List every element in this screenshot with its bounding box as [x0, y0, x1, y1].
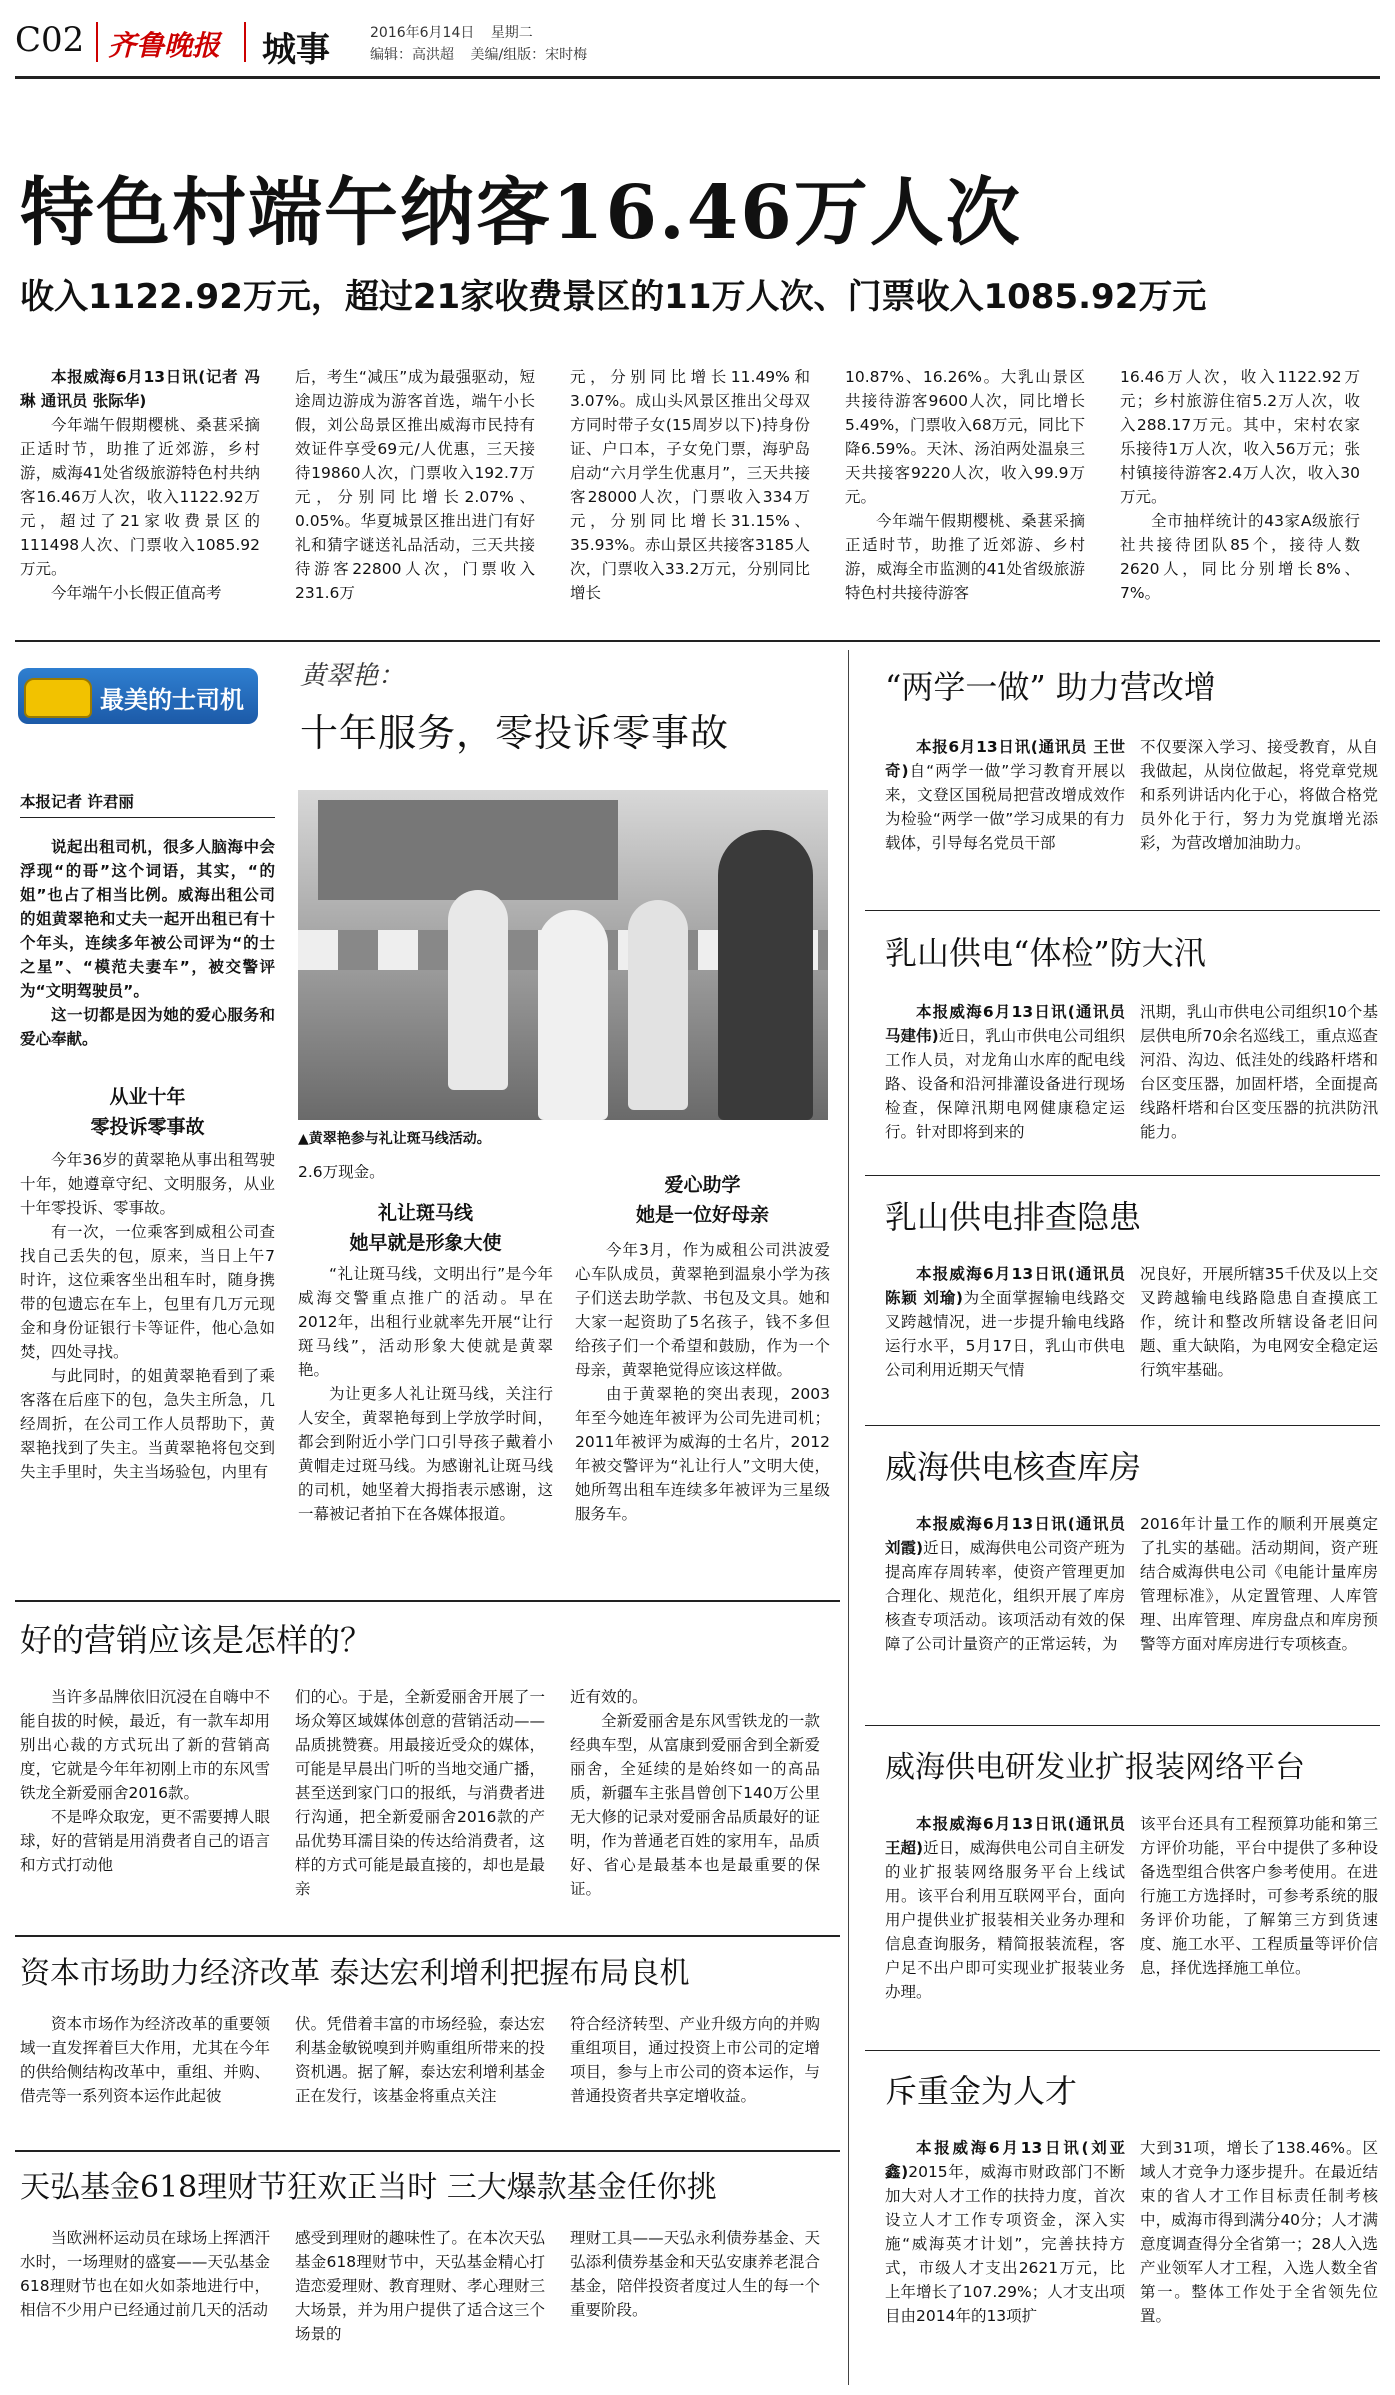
news-byline: 本报6月13日讯(通讯员 王世奇)	[885, 738, 1125, 780]
masthead-divider	[96, 22, 98, 62]
news-text: 2015年，威海市财政部门不断加大对人才工作的扶持力度，首次设立人才工作专项资金，深入实施“威海英才计划”，完善扶持方式，市级人才支出2621万元，比上年增长了107.29%；人才支出项目由2014年的13项扩	[885, 2163, 1125, 2325]
lead-col-2	[295, 365, 535, 605]
news-text: 况良好，开展所辖35千伏及以上交叉跨越输电线路隐患自查摸底工作，统计和整改所辖设备老旧问题、重大缺陷，为电网安全稳定运行筑牢基础。	[1140, 1265, 1378, 1379]
news-rule	[865, 2050, 1380, 2051]
marketing-paragraph: 不是哗众取宠，更不需要搏人眼球，好的营销是用消费者自己的语言和方式打动他	[20, 1808, 270, 1874]
capital-bottom-rule	[15, 2150, 840, 2152]
taxi-subhead-1-line2: 零投诉零事故	[90, 1116, 205, 1138]
tianhong-paragraph: 理财工具——天弘永利债券基金、天弘添利债券基金和天弘安康养老混合基金，陪伴投资者度过人生的每一个重要阶段。	[570, 2229, 820, 2319]
news-col	[885, 1812, 1125, 2004]
lead-col-4	[845, 365, 1085, 605]
marketing-paragraph: 全新爱丽舍是东风雪铁龙的一款经典车型，从富康到爱丽舍到全新爱丽舍，全延续的是始终如一的高品质，新疆车主张昌曾创下140万公里无大修的记录对爱丽舍品质最好的证明，作为普通老百姓的家用车，品质好、省心是最基本也是最重要的保证。	[570, 1712, 820, 1898]
marketing-paragraph: 们的心。于是，全新爱丽舍开展了一场众筹区域媒体创意的营销活动——品质挑赞赛。用最接近受众的媒体，可能是早晨出门听的当地交通广播，甚至送到家门口的报纸，与消费者进行沟通，把全新爱丽舍2016款的产品优势耳濡目染的传达给消费者，这样的方式可能是最直接的，却也是最亲	[295, 1688, 545, 1898]
photo-building	[318, 800, 618, 900]
lead-paragraph: 今年端午假期樱桃、桑葚采摘正适时节，助推了近郊游，乡村游，威海41处省级旅游特色村共纳客16.46万人次，收入1122.92万元，超过了21家收费景区的111498人次、门票收入1085.92万元。	[20, 416, 260, 578]
taxi-paragraph: “礼让斑马线，文明出行”是今年威海交警重点推广的活动。早在2012年，出租行业就率先开展“让行斑马线”，活动形象大使就是黄翠艳。	[298, 1265, 553, 1379]
lead-col-1	[20, 365, 260, 605]
news-text: 汛期，乳山市供电公司组织10个基层供电所70余名巡线工，重点巡查河沿、沟边、低洼处的线路杆塔和台区变压器，加固杆塔，全面提高线路杆塔和台区变压器的抗洪防汛能力。	[1140, 1003, 1378, 1141]
news-text: 大到31项，增长了138.46%。区域人才竞争力逐步提升。在最近结束的省人才工作目标责任制考核中，威海市得到满分40分；人才满意度调查得分全省第一；28人入选产业领军人才工程，入选人数全省第一。整体工作处于全省领先位置。	[1140, 2139, 1378, 2325]
taxi-paragraph: 为让更多人礼让斑马线，关注行人安全，黄翠艳每到上学放学时间，都会到附近小学门口引导孩子戴着小黄帽走过斑马线。为感谢礼让斑马线的司机，她坚着大拇指表示感谢，这一幕被记者拍下在各媒体报道。	[298, 1385, 553, 1523]
marketing-paragraph: 近有效的。	[570, 1688, 648, 1706]
tianhong-paragraph: 感受到理财的趣味性了。在本次天弘基金618理财节中，天弘基金精心打造恋爱理财、教育理财、孝心理财三大场景，并为用户提供了适合这三个场景的	[295, 2229, 545, 2343]
marketing-col-2	[295, 1685, 545, 1901]
marketing-col-3	[570, 1685, 820, 1901]
taxi-intro-text: 这一切都是因为她的爱心服务和爱心奉献。	[20, 1006, 275, 1048]
section-rule	[15, 640, 1380, 642]
news-text: 近日，威海供电公司自主研发的业扩报装网络服务平台上线试用。该平台利用互联网平台，面向用户提供业扩报装相关业务办理和信息查询服务，精简报装流程，客户足不出户即可实现业扩报装业务办理。	[885, 1839, 1125, 2001]
capital-col-1	[20, 2012, 270, 2108]
lead-col-3	[570, 365, 810, 605]
lead-paragraph: 16.46万人次，收入1122.92万元；乡村旅游住宿5.2万人次，收入288.17万元。其中，宋村农家乐接待1万人次，收入56万元；张村镇接待游客2.4万人次，收入30万元。	[1120, 368, 1360, 506]
news-col	[1140, 1262, 1378, 1382]
news-byline: 本报威海6月13日讯(通讯员 王超)	[885, 1815, 1125, 1857]
taxi-subhead-1	[20, 1082, 275, 1142]
marketing-bottom-rule	[15, 1935, 840, 1937]
marketing-col-1	[20, 1685, 270, 1877]
news-col	[885, 735, 1125, 855]
news-text: 2016年计量工作的顺利开展奠定了扎实的基础。活动期间，资产班结合威海供电公司《电能计量库房管理标准》，从定置管理、人库管理、出库管理、库房盘点和库房预警等方面对库房进行专项核查。	[1140, 1515, 1378, 1653]
taxi-col-3	[575, 1238, 830, 1526]
masthead-rule	[15, 76, 1380, 79]
marketing-headline: 好的营销应该是怎样的？	[20, 1621, 373, 1659]
lead-subhead: 收入1122.92万元，超过21家收费景区的11万人次、门票收入1085.92万元	[20, 277, 1207, 317]
capital-paragraph: 伏。凭借着丰富的市场经验，泰达宏利基金敏锐嗅到并购重组所带来的投资机遇。据了解，泰达宏利增利基金正在发行，该基金将重点关注	[295, 2015, 545, 2105]
taxi-subhead-2-line2: 她早就是形象大使	[349, 1232, 502, 1254]
news-col	[885, 2136, 1125, 2328]
taxi-badge	[18, 668, 258, 724]
photo-child	[538, 910, 608, 1120]
lead-paragraph: 10.87%、16.26%。大乳山景区共接待游客9600人次，同比增长5.49%，门票收入68万元，同比下降6.59%。天沐、汤泊两处温泉三天共接客9220人次，收入99.9万元。	[845, 368, 1085, 506]
capital-headline: 资本市场助力经济改革 泰达宏利增利把握布局良机	[20, 1956, 690, 1991]
tianhong-paragraph: 当欧洲杯运动员在球场上挥洒汗水时，一场理财的盛宴——天弘基金618理财节也在如火如荼地进行中，相信不少用户已经通过前几天的活动	[20, 2229, 270, 2319]
taxi-paragraph: 由于黄翠艳的突出表现，2003年至今她连年被评为公司先进司机；2011年被评为威海的士名片，2012年被交警评为“礼让行人”文明大使，她所驾出租车连续多年被评为三星级服务车。	[575, 1385, 830, 1523]
lead-paragraph: 今年端午假期樱桃、桑葚采摘正适时节，助推了近郊游、乡村游，威海全市监测的41处省级旅游特色村共接待游客	[845, 512, 1085, 602]
taxi-subhead-3	[575, 1170, 830, 1230]
news-rule	[865, 1425, 1380, 1426]
photo-child	[448, 890, 508, 1090]
news-rule	[865, 1725, 1380, 1726]
news-rule	[865, 910, 1380, 911]
taxi-photo-caption: ▲黄翠艳参与礼让斑马线活动。	[298, 1131, 491, 1147]
news-rule	[865, 1175, 1380, 1176]
news-byline: 本报威海6月13日讯(通讯员 刘霞)	[885, 1515, 1125, 1557]
news-headline: 乳山供电“体检”防大汛	[885, 934, 1206, 972]
capital-paragraph: 符合经济转型、产业升级方向的并购重组项目，通过投资上市公司的定增项目，参与上市公司的资本运作，与普通投资者共享定增收益。	[570, 2015, 820, 2105]
lead-col-5	[1120, 365, 1360, 605]
news-text: 自“两学一做”学习教育开展以来，文登区国税局把营改增成效作为检验“两学一做”学习成果的有力载体，引导每名党员干部	[885, 762, 1125, 852]
news-headline: 斥重金为人才	[885, 2072, 1078, 2110]
tianhong-col-1	[20, 2226, 270, 2322]
news-byline: 本报威海6月13日讯(通讯员 陈颖 刘瑜)	[885, 1265, 1125, 1307]
news-text: 不仅要深入学习、接受教育，从自我做起，从岗位做起，将党章党规和系列讲话内化于心，将做合格党员外化于行，努力为党旗增光添彩，为营改增加油助力。	[1140, 738, 1378, 852]
lead-paragraph: 今年端午小长假正值高考	[51, 584, 222, 602]
page-number: C02	[15, 20, 85, 60]
paper-logo: 齐鲁晚报	[108, 29, 221, 62]
lead-headline: 特色村端午纳客16.46万人次	[20, 170, 1022, 256]
news-col	[1140, 2136, 1378, 2328]
news-col	[1140, 735, 1378, 855]
taxi-kicker: 黄翠艳：	[300, 661, 405, 691]
taxi-bottom-rule	[15, 1600, 840, 1602]
taxi-paragraph: 有一次，一位乘客到威租公司查找自己丢失的包，原来，当日上午7时许，这位乘客坐出租车时，随身携带的包遗忘在车上，包里有几万元现金和身份证银行卡等证件，他心急如焚，四处寻找。	[20, 1223, 275, 1361]
taxi-col-2	[298, 1262, 553, 1526]
news-col	[1140, 1512, 1378, 1656]
news-text: 近日，乳山市供电公司组织工作人员，对龙角山水库的配电线路、设备和沿河排灌设备进行现场检查，保障汛期电网健康稳定运行。针对即将到来的	[885, 1027, 1125, 1141]
taxi-paragraph: 2.6万现金。	[298, 1163, 385, 1181]
taxi-paragraph: 今年36岁的黄翠艳从事出租驾驶十年，她遵章守纪、文明服务，从业十年零投诉、零事故。	[20, 1151, 275, 1217]
taxi-subhead-3-line2: 她是一位好母亲	[635, 1204, 769, 1226]
news-headline: 威海供电核查库房	[885, 1448, 1142, 1486]
capital-col-2	[295, 2012, 545, 2108]
taxi-paragraph: 与此同时，的姐黄翠艳看到了乘客落在后座下的包，急失主所急，几经周折，在公司工作人员帮助下，黄翠艳找到了失主。当黄翠艳将包交到失主手里时，失主当场验包，内里有	[20, 1367, 275, 1481]
taxi-col-2-top	[298, 1160, 553, 1184]
lead-paragraph: 后，考生“减压”成为最强驱动，短途周边游成为游客首选，端午小长假，刘公岛景区推出威海市民持有效证件享受69元/人优惠，三天接待19860人次，门票收入192.7万元，分别同比增长2.07%、0.05%。华夏城景区推出进门有好礼和猜字谜送礼品活动，三天共接待游客22800人次，门票收入231.6万	[295, 368, 535, 602]
issue-weekday: 星期二	[490, 25, 533, 41]
editor-credit: 编辑：高洪超	[370, 47, 454, 63]
taxi-intro	[20, 835, 275, 1051]
taxi-headline: 十年服务，零投诉零事故	[300, 711, 730, 755]
capital-col-3	[570, 2012, 820, 2108]
news-text: 近日，威海供电公司资产班为提高库存周转率，使资产管理更加合理化、规范化，组织开展了库房核查专项活动。该项活动有效的保障了公司计量资产的正常运转，为	[885, 1539, 1125, 1653]
taxi-reporter: 本报记者 许君丽	[20, 793, 134, 811]
news-byline: 本报威海6月13日讯(刘亚鑫)	[885, 2139, 1125, 2181]
issue-date: 2016年6月14日	[370, 25, 475, 41]
section-name: 城事	[262, 30, 330, 70]
news-col	[1140, 1812, 1378, 1980]
news-col	[885, 1000, 1125, 1144]
tianhong-headline: 天弘基金618理财节狂欢正当时 三大爆款基金任你挑	[20, 2170, 717, 2205]
news-headline: 乳山供电排查隐患	[885, 1198, 1142, 1236]
news-col	[1140, 1000, 1378, 1144]
marketing-paragraph: 当许多品牌依旧沉浸在自嗨中不能自拔的时候，最近，有一款车却用别出心裁的方式玩出了新的营销高度，它就是今年年初刚上市的东风雪铁龙全新爱丽舍2016款。	[20, 1688, 270, 1802]
news-col	[885, 1262, 1125, 1382]
news-col	[885, 1512, 1125, 1656]
taxi-icon	[24, 678, 92, 718]
news-byline: 本报威海6月13日讯(通讯员 马建伟)	[885, 1003, 1125, 1045]
taxi-badge-label: 最美的士司机	[100, 686, 244, 714]
lead-paragraph: 元，分别同比增长11.49%和3.07%。成山头风景区推出父母双方同时带子女(15周岁以下)持身份证、户口本，子女免门票，海驴岛启动“六月学生优惠月”，三天共接客28000人次，门票收入334万元，分别同比增长31.15%、35.93%。赤山景区共接客3185人次，门票收入33.2万元，分别同比增长	[570, 368, 810, 602]
column-divider	[848, 650, 849, 2385]
taxi-paragraph: 今年3月，作为威租公司洪波爱心车队成员，黄翠艳到温泉小学为孩子们送去助学款、书包及文具。她和大家一起资助了5名孩子，钱不多但给孩子们一个希望和鼓励，作为一个母亲，黄翠艳觉得应该这样做。	[575, 1241, 830, 1379]
taxi-subhead-3-line1: 爱心助学	[664, 1174, 741, 1196]
news-text: 该平台还具有工程预算功能和第三方评价功能，平台中提供了多种设备选型组合供客户参考使用。在进行施工方选择时，可参考系统的服务评价功能，了解第三方到货速度、施工水平、工程质量等评价信息，择优选择施工单位。	[1140, 1815, 1378, 1977]
design-credit: 美编/组版：宋时梅	[470, 47, 588, 63]
photo-driver	[718, 830, 813, 1120]
taxi-col-1	[20, 1148, 275, 1484]
lead-paragraph: 全市抽样统计的43家A级旅行社共接待团队85个，接待人数2620人，同比分别增长8%、7%。	[1120, 512, 1360, 602]
photo-child	[628, 900, 688, 1110]
masthead-divider-2	[244, 22, 246, 62]
reporter-rule	[20, 817, 275, 818]
news-headline: 威海供电研发业扩报装网络平台	[885, 1750, 1305, 1785]
taxi-photo	[298, 790, 828, 1120]
taxi-subhead-2-line1: 礼让斑马线	[377, 1202, 473, 1224]
news-headline: “两学一做” 助力营改增	[885, 668, 1216, 706]
lead-byline: 本报威海6月13日讯(记者 冯琳 通讯员 张际华)	[20, 368, 260, 410]
tianhong-col-2	[295, 2226, 545, 2346]
capital-paragraph: 资本市场作为经济改革的重要领域一直发挥着巨大作用，尤其在今年的供给侧结构改革中，重组、并购、借壳等一系列资本运作此起彼	[20, 2015, 270, 2105]
taxi-subhead-2	[298, 1198, 553, 1258]
taxi-intro-text: 说起出租司机，很多人脑海中会浮现“的哥”这个词语，其实，“的姐”也占了相当比例。威海出租公司的姐黄翠艳和丈夫一起开出租已有十个年头，连续多年被公司评为“的士之星”、“模范夫妻车”，被交警评为“文明驾驶员”。	[20, 838, 275, 1000]
taxi-subhead-1-line1: 从业十年	[109, 1086, 186, 1108]
news-text: 为全面掌握输电线路交叉跨越情况，进一步提升输电线路运行水平，5月17日，乳山市供电公司利用近期天气情	[885, 1289, 1125, 1379]
tianhong-col-3	[570, 2226, 820, 2322]
